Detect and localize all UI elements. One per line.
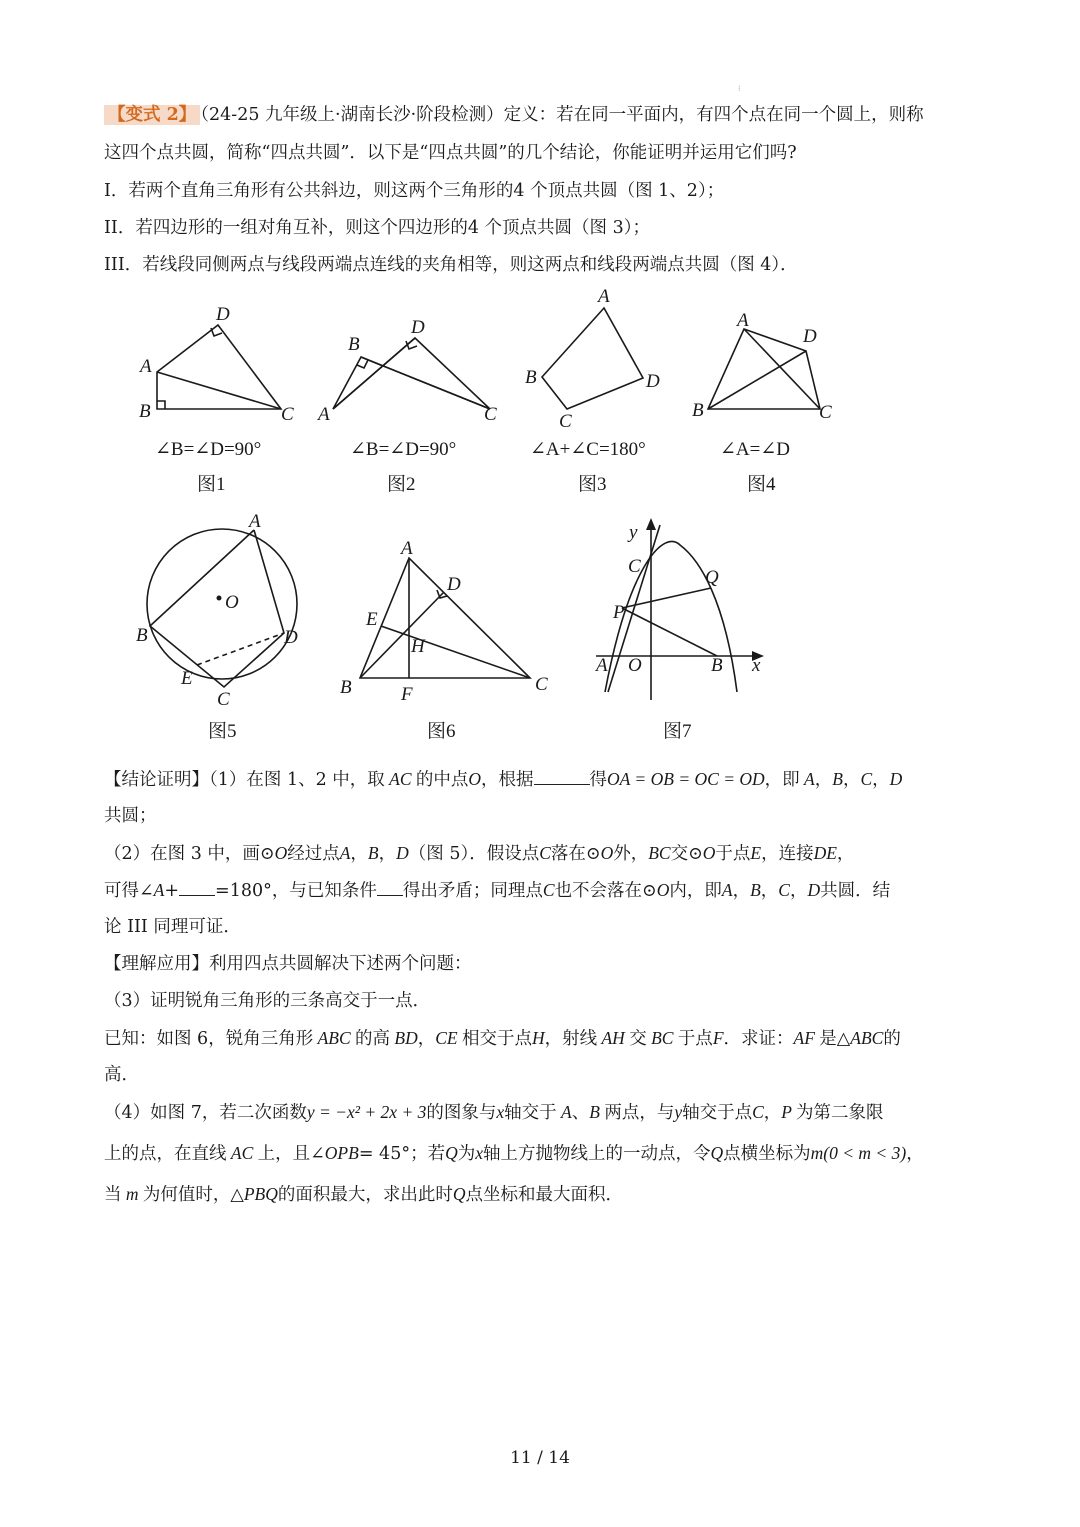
fig7-label-Q: Q (705, 567, 719, 588)
application-heading: 【理解应用】利用四点共圆解决下述两个问题： (104, 954, 472, 974)
proof-line-3: （2）在图 3 中，画⊙O经过点A，B，D（图 5）．假设点C落在⊙O外，BC交⊙O于点E，连接DE， (104, 843, 855, 864)
variant-badge: 【变式 2】 (104, 105, 200, 125)
blank-2[interactable] (179, 879, 215, 896)
fig5-label-O: O (225, 592, 239, 613)
fig6-label-B: B (340, 677, 352, 698)
fig2-label-B: B (348, 334, 360, 355)
fig6-label-D: D (447, 574, 461, 595)
fig7-label-B: B (711, 655, 723, 676)
fig5-label-E: E (181, 668, 193, 689)
fig4-label-C: C (819, 402, 832, 423)
blank-3[interactable] (377, 879, 403, 896)
fig7-label-A: A (596, 655, 608, 676)
fig3-label-B: B (525, 367, 537, 388)
question-4-line-1: （4）如图 7，若二次函数y = −x² + 2x + 3的图象与x轴交于 A、B 两点，与y轴交于点C，P 为第二象限 (104, 1102, 884, 1123)
fig5-label-D: D (284, 627, 298, 648)
fig7-label-P: P (613, 602, 625, 623)
fig2-caption: 图2 (387, 474, 416, 495)
proof-line-1: 【结论证明】（1）在图 1、2 中，取 AC 的中点O，根据 得OA = OB = OC = OD，即 A，B，C，D (104, 769, 903, 790)
fig1-label-D: D (216, 304, 230, 325)
fig5-label-C: C (217, 689, 230, 710)
question-3: （3）证明锐角三角形的三条高交于一点． (104, 991, 431, 1011)
fig1-label-C: C (281, 404, 294, 425)
fig5-label-B: B (136, 625, 148, 646)
figure-3 (542, 308, 643, 409)
fig2-label-A: A (318, 404, 330, 425)
fig4-label-D: D (803, 326, 817, 347)
question-3-given: 已知：如图 6，锐角三角形 ABC 的高 BD，CE 相交于点H，射线 AH 交 BC 于点F．求证：AF 是△ABC的 (104, 1028, 901, 1049)
fig2-condition: ∠B=∠D=90° (350, 439, 457, 460)
intro-line-2: 这四个点共圆，简称“四点共圆”．以下是“四点共圆”的几个结论，你能证明并运用它们吗? (104, 143, 797, 163)
blank-1[interactable] (534, 768, 590, 785)
fig7-label-y: y (629, 522, 638, 543)
fig1-caption: 图1 (197, 474, 226, 495)
fig3-condition: ∠A+∠C=180° (530, 439, 646, 460)
fig7-label-O: O (628, 655, 642, 676)
fig5-caption: 图5 (208, 721, 237, 742)
page-number: 11 / 14 (510, 1448, 570, 1468)
fig3-label-C: C (559, 411, 572, 432)
fig4-condition: ∠A=∠D (720, 439, 790, 460)
proof-line-4: 可得∠A+ =180°，与已知条件 得出矛盾；同理点C也不会落在⊙O内，即A，B，C，D共圆．结 (104, 880, 891, 901)
conclusion-1: I．若两个直角三角形有公共斜边，则这两个三角形的4 个顶点共圆（图 1、2）； (104, 181, 725, 201)
fig1-label-A: A (140, 356, 152, 377)
fig6-label-A: A (401, 538, 413, 559)
fig7-label-C: C (628, 556, 641, 577)
fig4-label-B: B (692, 400, 704, 421)
question-3-end: 高． (104, 1065, 139, 1085)
conclusion-3: III．若线段同侧两点与线段两端点连线的夹角相等，则这两点和线段两端点共圆（图 4）． (104, 255, 798, 275)
figure-6 (360, 558, 530, 678)
fig7-caption: 图7 (663, 721, 692, 742)
proof-line-5: 论 III 同理可证． (104, 917, 241, 937)
fig3-label-A: A (598, 286, 610, 307)
fig6-label-E: E (366, 609, 378, 630)
intro-line-1: 【变式 2】 （24-25 九年级上·湖南长沙·阶段检测）定义：若在同一平面内，有四个点在同一个圆上，则称 (104, 104, 924, 126)
fig1-condition: ∠B=∠D=90° (155, 439, 262, 460)
question-4-line-2: 上的点，在直线 AC 上，且∠OPB= 45°；若Q为x轴上方抛物线上的一动点，令Q点横坐标为m(0 < m < 3)， (104, 1143, 924, 1164)
fig4-label-A: A (737, 310, 749, 331)
fig2-label-C: C (484, 404, 497, 425)
fig7-label-x: x (752, 655, 761, 676)
figure-5 (147, 529, 297, 687)
fig4-caption: 图4 (747, 474, 776, 495)
fig6-caption: 图6 (427, 721, 456, 742)
fig3-label-D: D (646, 371, 660, 392)
fig6-label-C: C (535, 674, 548, 695)
question-4-line-3: 当 m 为何值时，△PBQ的面积最大，求出此时Q点坐标和最大面积． (104, 1184, 624, 1205)
document-page: ⁝ 【变式 2】 （24-25 九年级上·湖南长沙·阶段检测）定义：若在同一平面内，有四个点在同一个圆上，则称 这四个点共圆，简称“四点共圆”．以下是“四点共圆”的几个结论，你能证明并运用它们吗? I．若两个直角三角形有公共斜边，则这两个三角形的4 个顶点共圆（图 1、2）； II．若四边形的一组对角互补，则这个四边形的4 个顶点共圆（图 3）； III．若线段同侧两点与线段两端点连线的夹角相等，则这两点和线段两端点共圆（图 4）． D A B C ∠B=∠D=90° 图1 D B A C ∠B=∠D=90° 图2 A B D C ∠A+∠C=180° 图3 A D B C ∠A=∠D 图4 A O B D E C 图5 A D E H B F C 图6 y C Q P A O B x 图7 【结论证明】（1）在图 1、2 中，取 AC 的中点O，根据 得OA = OB = OC = OD，即 A，B，C，D 共圆； （2）在图 3 中，画⊙O经过点A，B，D（图 5）．假设点C落在⊙O外，BC交⊙O于点E，连接DE， 可得∠A+ =180°，与已知条件 得出矛盾；同理点C也不会落在⊙O内，即A，B，C，D共圆．结 论 III 同理可证． 【理解应用】利用四点共圆解决下述两个问题： （3）证明锐角三角形的三条高交于一点． 已知：如图 6，锐角三角形 ABC 的高 BD，CE 相交于点H，射线 AH 交 BC 于点F．求证：AF 是△ABC的 高． （4）如图 7，若二次函数y = −x² + 2x + 3的图象与x轴交于 A、B 两点，与y轴交于点C，P 为第二象限 上的点，在直线 AC 上，且∠OPB= 45°；若Q为x轴上方抛物线上的一动点，令Q点横坐标为m(0 < m < 3)， 当 m 为何值时，△PBQ的面积最大，求出此时Q点坐标和最大面积． 11 / 14 (0, 0, 1080, 1527)
fig6-label-H: H (411, 636, 425, 657)
conclusion-2: II．若四边形的一组对角互补，则这个四边形的4 个顶点共圆（图 3）； (104, 218, 650, 238)
proof-line-2: 共圆； (104, 806, 157, 826)
figure-1 (157, 325, 281, 409)
fig3-caption: 图3 (578, 474, 607, 495)
fig5-label-A: A (249, 511, 261, 532)
fig6-label-F: F (401, 684, 413, 705)
fig1-label-B: B (139, 401, 151, 422)
fig2-label-D: D (411, 317, 425, 338)
